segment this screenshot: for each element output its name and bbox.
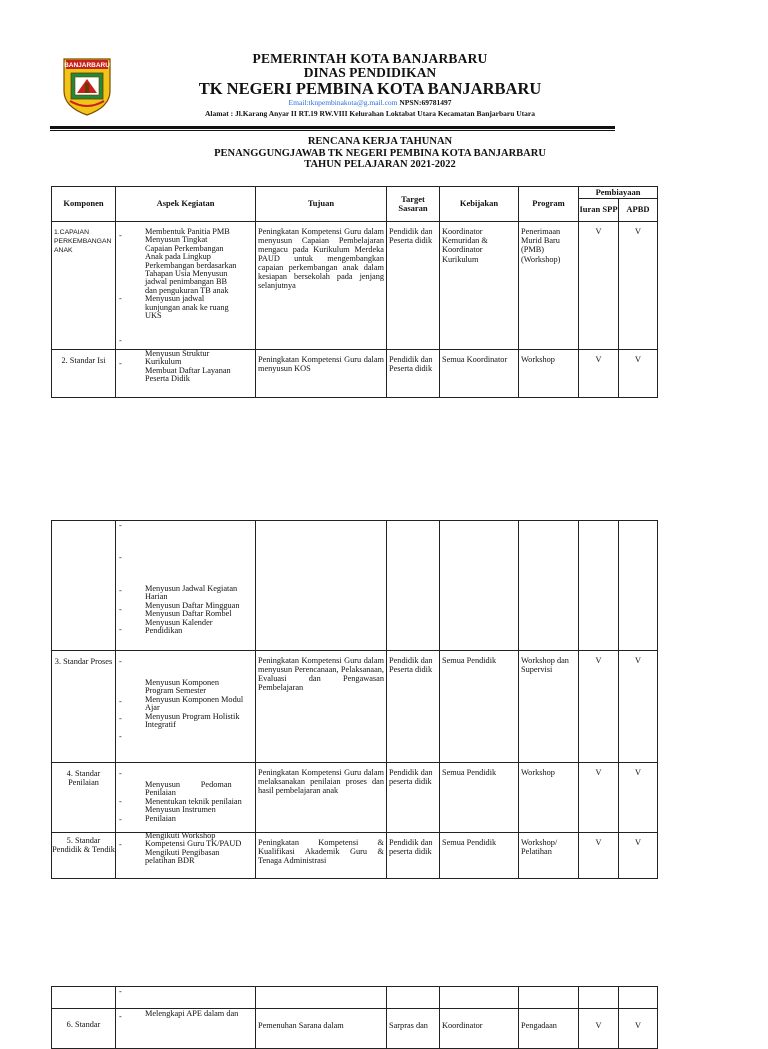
table-row bbox=[52, 987, 658, 1009]
apbd-check bbox=[619, 987, 658, 1009]
apbd-check: V bbox=[619, 1009, 658, 1049]
target-cell: Sarpras dan bbox=[387, 1009, 440, 1049]
iuran-check bbox=[579, 987, 619, 1009]
program-cell: Workshop dan Supervisi bbox=[519, 651, 579, 763]
komponen-cell: 5. Standar Pendidik & Tendik bbox=[52, 833, 116, 879]
target-cell: Pendidik dan Peserta didik bbox=[387, 350, 440, 398]
program-cell bbox=[519, 521, 579, 651]
list-dash: - bbox=[119, 714, 122, 723]
tujuan-cell bbox=[256, 521, 387, 651]
aspek-line: Menyusun Komponen Modul bbox=[145, 694, 244, 704]
list-dash: - bbox=[119, 1012, 122, 1021]
table-row bbox=[52, 763, 658, 833]
letterhead-contact bbox=[150, 98, 590, 108]
aspek-text bbox=[145, 832, 253, 866]
npsn-text: NPSN:69781497 bbox=[399, 98, 452, 107]
target-cell bbox=[387, 987, 440, 1009]
list-dash: - bbox=[119, 732, 122, 741]
letterhead bbox=[150, 52, 590, 108]
tujuan-cell: Peningkatan Kompetensi Guru dalam melaksanakan penilaian proses dan hasil pembelajaran anak bbox=[256, 763, 387, 833]
table-row bbox=[52, 350, 658, 398]
logo-text: BANJARBARU bbox=[64, 62, 110, 69]
list-dash: - bbox=[119, 657, 122, 666]
iuran-check: V bbox=[579, 763, 619, 833]
iuran-check bbox=[579, 521, 619, 651]
kebijakan-cell bbox=[440, 987, 519, 1009]
aspek-line: Kompetensi Guru TK/PAUD bbox=[145, 839, 242, 849]
table-row bbox=[52, 833, 658, 879]
aspek-line: Harian bbox=[145, 592, 168, 602]
tujuan-cell: Peningkatan Kompetensi Guru dalam menyusun Capaian Pembelajaran mengacu pada Kurikulum Merdeka PAUD untuk mengembangkan capaian perkembangan anak dalam kesiapan bersekolah pada jenjang selanjutnya bbox=[256, 222, 387, 350]
aspek-text bbox=[145, 585, 253, 635]
kebijakan-cell: Semua Pendidik bbox=[440, 651, 519, 763]
table-row bbox=[52, 1009, 658, 1049]
aspek-line: pelatihan BDR bbox=[145, 856, 195, 866]
letterhead-school: TK NEGERI PEMBINA KOTA BANJARBARU bbox=[198, 79, 542, 98]
kebijakan-cell: Koordinator bbox=[440, 1009, 519, 1049]
col-header-target: Target Sasaran bbox=[387, 187, 440, 222]
list-dash: - bbox=[119, 553, 122, 562]
aspek-line: Menyusun Komponen bbox=[145, 678, 219, 687]
list-dash: - bbox=[119, 336, 122, 345]
aspek-text bbox=[145, 350, 253, 384]
aspek-line: Menyusun Program Holistik bbox=[145, 711, 240, 721]
email-link[interactable]: Email:tknpembinakota@g.mail.com bbox=[288, 98, 398, 107]
tujuan-cell: Peningkatan Kompetensi Guru dalam menyusun KOS bbox=[256, 350, 387, 398]
komponen-cell: 4. Standar Penilaian bbox=[52, 763, 116, 833]
program-cell bbox=[519, 987, 579, 1009]
aspek-line: Menyusun Kalender bbox=[145, 617, 213, 627]
title-line-2: PENANGGUNGJAWAB TK NEGERI PEMBINA KOTA BANJARBARU bbox=[214, 147, 546, 159]
kebijakan-cell: Semua Koordinator bbox=[440, 350, 519, 398]
aspek-cell bbox=[116, 987, 256, 1009]
col-header-tujuan: Tujuan bbox=[256, 187, 387, 222]
kebijakan-cell: Semua Pendidik bbox=[440, 833, 519, 879]
program-cell: Pengadaan bbox=[519, 1009, 579, 1049]
komponen-cell: 6. Standar bbox=[52, 1009, 116, 1049]
aspek-line: UKS bbox=[145, 311, 162, 321]
col-header-program: Program bbox=[519, 187, 579, 222]
aspek-cell bbox=[116, 222, 256, 350]
list-dash: - bbox=[119, 797, 122, 806]
work-plan-table-page-3 bbox=[51, 986, 658, 1049]
aspek-cell bbox=[116, 521, 256, 651]
aspek-cell bbox=[116, 1009, 256, 1049]
komponen-cell bbox=[52, 521, 116, 651]
banjarbaru-crest-logo bbox=[62, 57, 112, 117]
komponen-cell: 3. Standar Proses bbox=[52, 651, 116, 763]
list-dash: - bbox=[119, 231, 122, 240]
list-dash: - bbox=[119, 359, 122, 368]
aspek-text bbox=[145, 679, 253, 729]
work-plan-table-page-2 bbox=[51, 520, 658, 879]
col-header-apbd: APBD bbox=[619, 199, 658, 222]
kebijakan-cell: Semua Pendidik bbox=[440, 763, 519, 833]
iuran-check: V bbox=[579, 1009, 619, 1049]
iuran-check: V bbox=[579, 350, 619, 398]
komponen-cell: 2. Standar Isi bbox=[52, 350, 116, 398]
col-header-iuran: Iuran SPP bbox=[579, 199, 619, 222]
table-row bbox=[52, 222, 658, 350]
aspek-line: Menyusun Struktur bbox=[145, 349, 210, 358]
list-dash: - bbox=[119, 987, 122, 996]
aspek-line: Menyusun Tingkat bbox=[145, 235, 208, 245]
aspek-line: Anak pada Lingkup bbox=[145, 252, 211, 262]
aspek-cell bbox=[116, 833, 256, 879]
col-header-kebijakan: Kebijakan bbox=[440, 187, 519, 222]
apbd-check: V bbox=[619, 651, 658, 763]
aspek-line: Membuat Daftar Layanan bbox=[145, 365, 231, 375]
kebijakan-cell bbox=[440, 521, 519, 651]
kebijakan-cell: Koordinator Kemuridan & Koordinator Kurikulum bbox=[440, 222, 519, 350]
aspek-line: Tahapan Usia Menyusun bbox=[145, 269, 228, 279]
program-cell: Workshop/ Pelatihan bbox=[519, 833, 579, 879]
aspek-line: Pendidikan bbox=[145, 626, 183, 636]
list-dash: - bbox=[119, 586, 122, 595]
aspek-line: Melengkapi APE dalam dan bbox=[145, 1009, 239, 1018]
iuran-check: V bbox=[579, 833, 619, 879]
aspek-line: kunjungan anak ke ruang bbox=[145, 302, 229, 312]
list-dash: - bbox=[119, 521, 122, 530]
document-title bbox=[150, 136, 610, 171]
apbd-check: V bbox=[619, 833, 658, 879]
aspek-line: Menyusun Jadwal Kegiatan bbox=[145, 584, 238, 593]
list-dash: - bbox=[119, 840, 122, 849]
iuran-check: V bbox=[579, 651, 619, 763]
komponen-cell: 1.CAPAIAN PERKEMBANGAN ANAK bbox=[52, 222, 116, 350]
aspek-cell bbox=[116, 350, 256, 398]
table-row bbox=[52, 521, 658, 651]
aspek-cell bbox=[116, 763, 256, 833]
aspek-text bbox=[145, 1010, 253, 1018]
program-cell: Workshop bbox=[519, 763, 579, 833]
target-cell bbox=[387, 521, 440, 651]
tujuan-cell: Peningkatan Kompetensi Guru dalam menyusun Perencanaan, Pelaksanaan, Evaluasi dan Pengawasan Pembelajaran bbox=[256, 651, 387, 763]
aspek-line: Capaian Perkembangan bbox=[145, 243, 224, 253]
table-row bbox=[52, 651, 658, 763]
apbd-check: V bbox=[619, 222, 658, 350]
col-header-aspek: Aspek Kegiatan bbox=[116, 187, 256, 222]
iuran-check: V bbox=[579, 222, 619, 350]
aspek-line: dan pengukuran TB anak bbox=[145, 285, 229, 295]
list-dash: - bbox=[119, 605, 122, 614]
aspek-cell bbox=[116, 651, 256, 763]
address-line: Alamat : Jl.Karang Anyar II RT.19 RW.VIII Kelurahan Loktabat Utara Kecamatan Banjarbaru Utara bbox=[205, 109, 535, 118]
aspek-line: Perkembangan berdasarkan bbox=[145, 260, 237, 270]
work-plan-table-page-1 bbox=[51, 186, 658, 398]
title-line-3: TAHUN PELAJARAN 2021-2022 bbox=[304, 159, 456, 170]
list-dash: - bbox=[119, 815, 122, 824]
aspek-line: Membentuk Panitia PMB bbox=[145, 227, 230, 236]
target-cell: Pendidik dan peserta didik bbox=[387, 833, 440, 879]
program-cell: Penerimaan Murid Baru (PMB) (Workshop) bbox=[519, 222, 579, 350]
apbd-check: V bbox=[619, 763, 658, 833]
letterhead-divider bbox=[50, 126, 615, 129]
aspek-line: Penilaian bbox=[145, 813, 176, 823]
target-cell: Pendidik dan Peserta didik bbox=[387, 651, 440, 763]
aspek-line: jadwal penimbangan BB bbox=[145, 277, 228, 287]
aspek-line: Menyusun jadwal bbox=[145, 294, 205, 304]
aspek-line: Mengikuti Pengibasan bbox=[145, 847, 220, 857]
aspek-line: Mengikuti Workshop bbox=[145, 831, 216, 840]
target-cell: Pendidik dan peserta didik bbox=[387, 763, 440, 833]
aspek-text bbox=[145, 228, 253, 320]
aspek-line: Menyusun Pedoman bbox=[145, 780, 232, 789]
aspek-line: Menyusun Daftar Rombel bbox=[145, 609, 232, 619]
apbd-check bbox=[619, 521, 658, 651]
program-cell: Workshop bbox=[519, 350, 579, 398]
tujuan-cell bbox=[256, 987, 387, 1009]
aspek-line: Menyusun Instrumen bbox=[145, 805, 216, 815]
letterhead-divider-thin bbox=[50, 130, 615, 131]
aspek-line: Integratif bbox=[145, 720, 176, 730]
aspek-line: Program Semester bbox=[145, 686, 207, 696]
letterhead-department: DINAS PENDIDIKAN bbox=[303, 65, 437, 80]
aspek-line: Peserta Didik bbox=[145, 374, 190, 384]
target-cell: Pendidik dan Peserta didik bbox=[387, 222, 440, 350]
list-dash: - bbox=[119, 625, 122, 634]
aspek-line: Kurikulum bbox=[145, 357, 182, 367]
list-dash: - bbox=[119, 769, 122, 778]
title-line-1: RENCANA KERJA TAHUNAN bbox=[307, 136, 453, 147]
list-dash: - bbox=[119, 294, 122, 303]
aspek-line: Menyusun Daftar Mingguan bbox=[145, 600, 240, 610]
komponen-cell bbox=[52, 987, 116, 1009]
aspek-line: Ajar bbox=[145, 703, 160, 713]
list-dash: - bbox=[119, 697, 122, 706]
aspek-line: Menentukan teknik penilaian bbox=[145, 796, 242, 806]
col-header-komponen: Komponen bbox=[52, 187, 116, 222]
aspek-text bbox=[145, 781, 253, 823]
apbd-check: V bbox=[619, 350, 658, 398]
tujuan-cell: Peningkatan Kompetensi & Kualifikasi Akademik Guru & Tenaga Administrasi bbox=[256, 833, 387, 879]
tujuan-cell: Pemenuhan Sarana dalam bbox=[256, 1009, 387, 1049]
letterhead-government: PEMERINTAH KOTA BANJARBARU bbox=[252, 51, 488, 66]
col-header-pembiayaan: Pembiayaan bbox=[579, 187, 658, 199]
aspek-line: Penilaian bbox=[145, 788, 176, 798]
